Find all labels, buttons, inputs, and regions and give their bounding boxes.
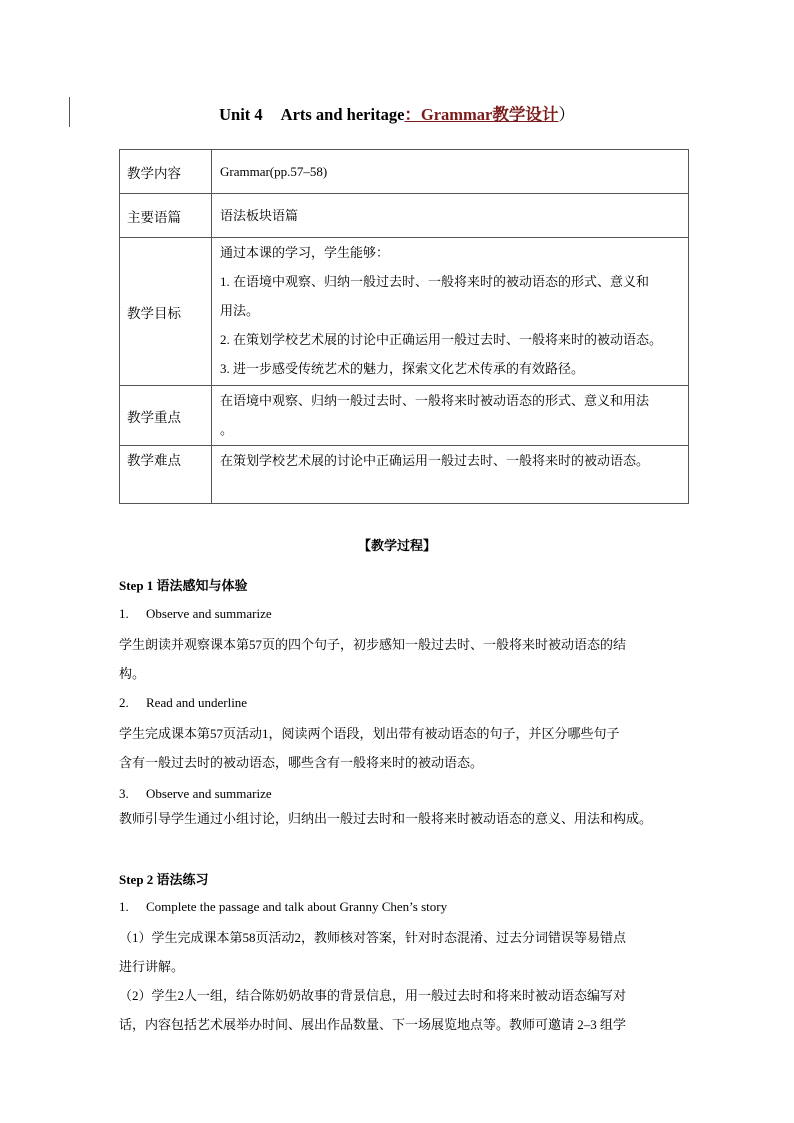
table-row	[120, 238, 689, 386]
item-label: Observe and summarize	[146, 606, 272, 621]
title-unit: Unit 4	[219, 105, 263, 124]
body-line: 教师引导学生通过小组讨论，归纳出一般过去时和一般将来时被动语态的意义、用法和构成。	[119, 811, 653, 826]
table-row	[120, 446, 689, 504]
item-label: Read and underline	[146, 695, 248, 710]
row-label: 教学内容	[120, 150, 212, 194]
row-line: 通过本课的学习，学生能够：	[220, 245, 390, 260]
step1-item-1-label	[119, 606, 272, 622]
title-separator: ：	[404, 105, 421, 124]
table-row	[120, 386, 689, 446]
step1-item-2-body	[119, 719, 620, 777]
body-line: 构。	[119, 666, 146, 681]
row-label: 教学目标	[120, 238, 212, 386]
step2-item-1-label	[119, 899, 447, 915]
row-label: 教学重点	[120, 386, 212, 446]
lesson-info-table	[119, 149, 689, 504]
step1-item-1-body	[119, 630, 626, 688]
row-line: 在语境中观察、归纳一般过去时、一般将来时被动语态的形式、意义和用法	[220, 393, 650, 408]
title-topic: Arts and heritage	[280, 105, 405, 124]
item-label: Observe and summarize	[146, 786, 272, 801]
body-line: 进行讲解。	[119, 959, 185, 974]
body-line: （1）学生完成课本第58页活动2，教师核对答案，针对时态混淆、过去分词错误等易错点	[119, 930, 627, 945]
row-value: 语法板块语篇	[220, 208, 299, 223]
step2-item-1-body	[119, 923, 626, 1039]
title-close: ）	[558, 105, 575, 124]
body-line: 学生朗读并观察课本第57页的四个句子，初步感知一般过去时、一般将来时被动语态的结	[119, 637, 627, 652]
row-label: 教学难点	[120, 446, 212, 504]
step1-title: Step 1 语法感知与体验	[119, 578, 248, 593]
row-line: 3. 进一步感受传统艺术的魅力，探索文化艺术传承的有效路径。	[220, 361, 585, 376]
row-value: Grammar(pp.57–58)	[220, 164, 328, 179]
body-line: 话，内容包括艺术展举办时间、展出作品数量、下一场展览地点等。教师可邀请 2–3 组学	[119, 1017, 627, 1032]
title-highlight: Grammar教学设计	[420, 105, 559, 124]
step1-item-3-body	[119, 804, 652, 833]
step1-item-2-label	[119, 695, 247, 711]
row-line: 2. 在策划学校艺术展的讨论中正确运用一般过去时、一般将来时的被动语态。	[220, 332, 663, 347]
row-label: 主要语篇	[120, 194, 212, 238]
item-number: 1.	[119, 606, 129, 621]
row-line: 用法。	[220, 303, 260, 318]
table-row	[120, 194, 689, 238]
row-line: 1. 在语境中观察、归纳一般过去时、一般将来时的被动语态的形式、意义和	[220, 274, 650, 289]
document-title	[0, 101, 794, 125]
item-number: 2.	[119, 695, 129, 710]
step1-item-3-label	[119, 786, 272, 802]
table-row	[120, 150, 689, 194]
row-line: 在策划学校艺术展的讨论中正确运用一般过去时、一般将来时的被动语态。	[220, 453, 650, 468]
row-line: 。	[220, 422, 234, 437]
item-label: Complete the passage and talk about Granny Chen’s story	[146, 899, 448, 914]
item-number: 1.	[119, 899, 129, 914]
body-line: 含有一般过去时的被动语态，哪些含有一般将来时的被动语态。	[119, 755, 484, 770]
body-line: （2）学生2人一组，结合陈奶奶故事的背景信息，用一般过去时和将来时被动语态编写对	[119, 988, 627, 1003]
process-heading: 【教学过程】	[357, 538, 436, 553]
item-number: 3.	[119, 786, 129, 801]
body-line: 学生完成课本第57页活动1，阅读两个语段，划出带有被动语态的句子，并区分哪些句子	[119, 726, 620, 741]
step2-title: Step 2 语法练习	[119, 872, 209, 887]
